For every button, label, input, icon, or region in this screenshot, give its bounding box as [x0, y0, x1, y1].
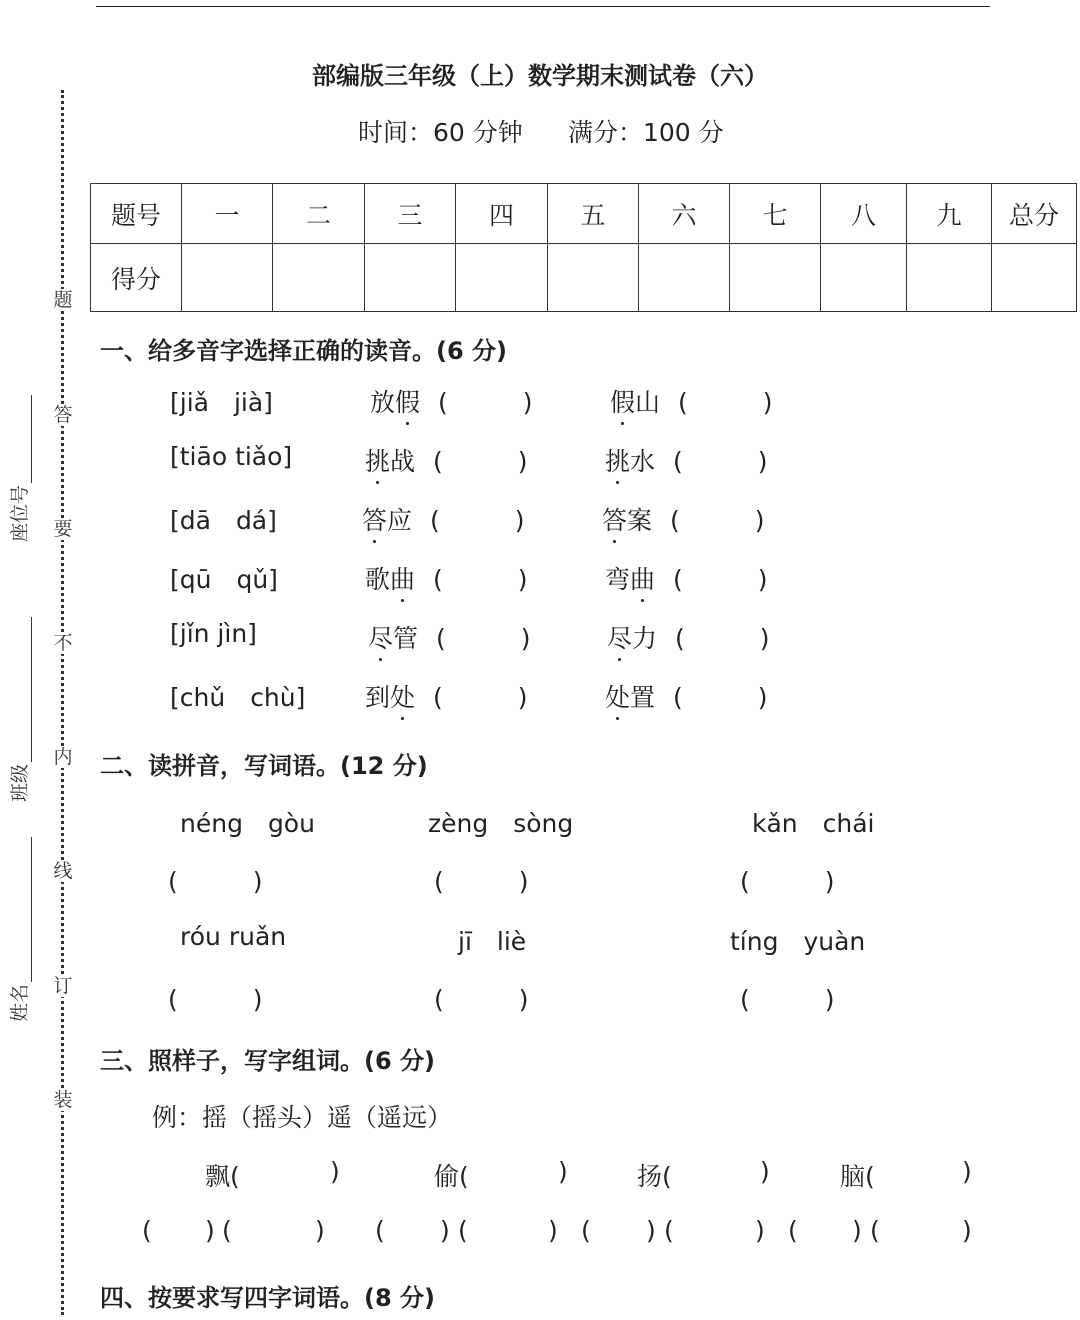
pinyin-word: kǎn chái	[752, 809, 875, 838]
seal-char: 内	[53, 746, 73, 768]
polyphone-word	[605, 678, 655, 714]
name-label: 姓名	[9, 983, 31, 1022]
table-header-cell: 五	[548, 184, 639, 244]
target-char: 答	[362, 501, 387, 537]
answer-blank-open[interactable]: (	[788, 1216, 798, 1245]
word-char: 案	[627, 506, 653, 535]
score-cell[interactable]	[730, 244, 821, 312]
answer-blank-close[interactable]: )	[646, 1216, 656, 1245]
section-1-heading: 一、给多音字选择正确的读音。(6 分)	[100, 337, 507, 365]
answer-blank-open[interactable]: (	[581, 1216, 591, 1245]
target-char: 处	[390, 678, 415, 714]
page-title: 部编版三年级（上）数学期末测试卷（六）	[312, 62, 768, 90]
seat-number-field[interactable]	[8, 392, 32, 542]
answer-blank-close[interactable]: )	[852, 1216, 862, 1245]
section-3-heading: 三、照样子，写字组词。(6 分)	[100, 1047, 435, 1075]
table-row	[91, 244, 1077, 312]
score-cell[interactable]	[907, 244, 992, 312]
score-cell[interactable]	[273, 244, 365, 312]
answer-blank[interactable]: ( )	[436, 624, 531, 653]
char-prompt: 飘(	[205, 1162, 240, 1191]
exam-time: 时间：60 分钟	[358, 118, 523, 147]
word-char: 放	[370, 388, 396, 417]
pinyin-word: jī liè	[458, 927, 527, 956]
answer-blank[interactable]: ( )	[438, 388, 533, 417]
polyphone-word	[607, 619, 657, 655]
seal-char: 要	[53, 518, 73, 540]
polyphone-word	[602, 501, 652, 537]
answer-blank-open[interactable]: (	[870, 1216, 880, 1245]
name-field[interactable]	[8, 832, 32, 1022]
answer-blank[interactable]: ( )	[740, 867, 835, 896]
pinyin-options: [tiāo tiǎo]	[170, 442, 293, 471]
pinyin-word: zèng sòng	[428, 809, 574, 838]
table-header-cell: 八	[821, 184, 907, 244]
answer-blank-open[interactable]: (	[458, 1216, 468, 1245]
top-rule	[96, 6, 990, 7]
answer-blank[interactable]: ( )	[433, 565, 528, 594]
answer-blank-close[interactable]: )	[548, 1216, 558, 1245]
answer-blank[interactable]: ( )	[433, 447, 528, 476]
score-cell[interactable]	[182, 244, 273, 312]
table-header-cell: 七	[730, 184, 821, 244]
answer-blank[interactable]: ( )	[168, 867, 263, 896]
section-4-heading: 四、按要求写四字词语。(8 分)	[100, 1284, 435, 1312]
table-header-cell: 总分	[992, 184, 1077, 244]
score-cell[interactable]	[548, 244, 639, 312]
answer-blank[interactable]: ( )	[673, 447, 768, 476]
score-cell[interactable]	[365, 244, 456, 312]
pinyin-word: róu ruǎn	[180, 922, 287, 951]
table-row-label: 得分	[91, 244, 182, 312]
pinyin-options: [dā dá]	[170, 506, 277, 535]
polyphone-word	[365, 442, 415, 478]
polyphone-word	[605, 442, 655, 478]
word-char: 歌	[365, 565, 391, 594]
answer-blank[interactable]: ( )	[673, 565, 768, 594]
target-char: 曲	[630, 560, 655, 596]
paren-close: )	[330, 1157, 340, 1186]
pinyin-options: [jiǎ jià]	[170, 388, 273, 417]
pinyin-options: [jǐn jìn]	[170, 619, 257, 648]
table-header-cell: 四	[456, 184, 548, 244]
example-text: 例：摇（摇头）遥（遥远）	[152, 1103, 453, 1132]
seal-char: 线	[53, 860, 73, 882]
pinyin-options: [chǔ chù]	[170, 683, 306, 712]
pinyin-word: néng gòu	[180, 809, 315, 838]
table-row	[91, 184, 1077, 244]
answer-blank-close[interactable]: )	[440, 1216, 450, 1245]
answer-blank-open[interactable]: (	[222, 1216, 232, 1245]
seat-number-blank[interactable]	[30, 395, 32, 483]
char-prompt: 脑(	[840, 1162, 875, 1191]
char-prompt: 偷(	[434, 1162, 469, 1191]
seal-char: 不	[53, 632, 73, 654]
polyphone-word	[605, 560, 655, 596]
char-prompt: 扬(	[637, 1162, 672, 1191]
answer-blank[interactable]: ( )	[168, 985, 263, 1014]
answer-blank[interactable]: ( )	[434, 985, 529, 1014]
target-char: 曲	[390, 560, 415, 596]
word-char: 战	[390, 447, 416, 476]
target-char: 尽	[607, 619, 632, 655]
score-cell[interactable]	[992, 244, 1077, 312]
word-char: 到	[365, 683, 391, 712]
score-table	[90, 183, 1077, 312]
answer-blank-open[interactable]: (	[375, 1216, 385, 1245]
polyphone-word	[362, 501, 412, 537]
target-char: 假	[610, 383, 635, 419]
full-score: 满分：100 分	[568, 118, 724, 147]
score-cell[interactable]	[821, 244, 907, 312]
paren-close: )	[760, 1157, 770, 1186]
target-char: 挑	[605, 442, 630, 478]
answer-blank[interactable]: ( )	[670, 506, 765, 535]
table-header-cell: 一	[182, 184, 273, 244]
answer-blank-close[interactable]: )	[315, 1216, 325, 1245]
score-cell[interactable]	[456, 244, 548, 312]
name-blank[interactable]	[30, 837, 32, 982]
answer-blank-open[interactable]: (	[142, 1216, 152, 1245]
word-char: 水	[630, 447, 656, 476]
table-header-cell: 二	[273, 184, 365, 244]
polyphone-word	[610, 383, 660, 419]
binding-dotted-line	[61, 90, 64, 1315]
answer-blank[interactable]: ( )	[678, 388, 773, 417]
answer-blank-open[interactable]: (	[664, 1216, 674, 1245]
class-field[interactable]	[8, 612, 32, 802]
answer-blank[interactable]: ( )	[675, 624, 770, 653]
answer-blank-close[interactable]: )	[205, 1216, 215, 1245]
answer-blank[interactable]: ( )	[673, 683, 768, 712]
paren-close: )	[962, 1157, 972, 1186]
word-char: 管	[393, 624, 419, 653]
table-header-cell: 三	[365, 184, 456, 244]
word-char: 山	[635, 388, 661, 417]
class-blank[interactable]	[30, 617, 32, 762]
polyphone-word	[365, 560, 415, 596]
answer-blank[interactable]: ( )	[433, 683, 528, 712]
table-header-cell: 六	[639, 184, 730, 244]
seal-char: 订	[53, 975, 73, 997]
answer-blank[interactable]: ( )	[430, 506, 525, 535]
answer-blank[interactable]: ( )	[740, 985, 835, 1014]
pinyin-options: [qū qǔ]	[170, 565, 278, 594]
pinyin-word: tíng yuàn	[730, 927, 866, 956]
polyphone-word	[370, 383, 420, 419]
answer-blank-close[interactable]: )	[962, 1216, 972, 1245]
word-char: 应	[387, 506, 413, 535]
table-header-cell: 题号	[91, 184, 182, 244]
polyphone-word	[368, 619, 418, 655]
paren-close: )	[558, 1157, 568, 1186]
score-cell[interactable]	[639, 244, 730, 312]
word-char: 力	[632, 624, 658, 653]
word-char: 弯	[605, 565, 631, 594]
target-char: 答	[602, 501, 627, 537]
seal-char: 题	[53, 289, 73, 311]
seat-number-label: 座位号	[9, 484, 31, 542]
answer-blank-close[interactable]: )	[755, 1216, 765, 1245]
table-header-cell: 九	[907, 184, 992, 244]
word-char: 置	[630, 683, 656, 712]
class-label: 班级	[9, 763, 31, 802]
seal-char: 装	[53, 1089, 73, 1111]
target-char: 假	[395, 383, 420, 419]
target-char: 挑	[365, 442, 390, 478]
polyphone-word	[365, 678, 415, 714]
target-char: 尽	[368, 619, 393, 655]
section-2-heading: 二、读拼音，写词语。(12 分)	[100, 752, 428, 780]
seal-char: 答	[53, 404, 73, 426]
answer-blank[interactable]: ( )	[434, 867, 529, 896]
target-char: 处	[605, 678, 630, 714]
